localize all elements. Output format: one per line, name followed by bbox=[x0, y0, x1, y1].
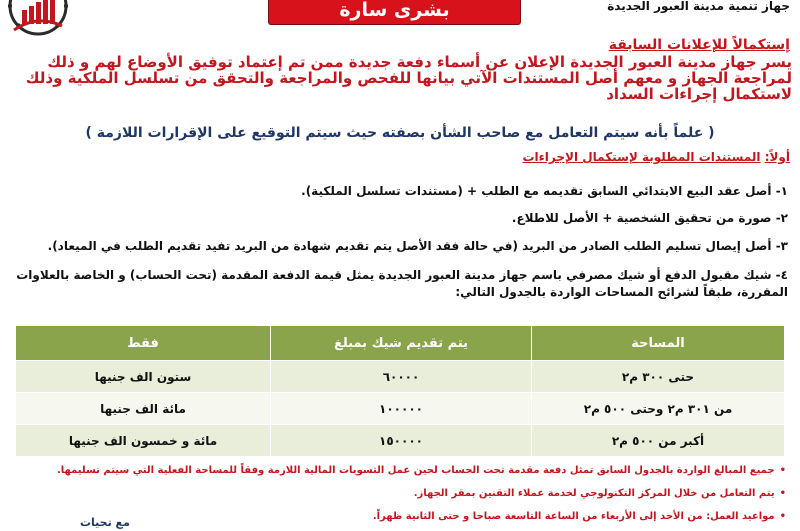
requirement-item: ٣- أصل إيصال تسليم الطلب الصادر من البريد (في حالة فقد الأصل يتم تقديم شهادة من البريد تفيد تقديم الطلب في الميعاد). bbox=[47, 239, 788, 253]
requirement-item: ٢- صورة من تحقيق الشخصية + الأصل للاطلاع. bbox=[511, 211, 788, 225]
note-item: • جميع المبالغ الواردة بالجدول السابق تمثل دفعة مقدمة تحت الحساب لحين عمل التسويات المالية اللازمة وفقاً للمساحة الفعلية التي سيتم تسليمها. bbox=[16, 462, 786, 479]
amount-cell: ١٥٠٠٠٠ bbox=[271, 425, 532, 457]
requirements-prefix: أولاً: bbox=[764, 150, 790, 164]
table-row bbox=[16, 361, 785, 393]
table-row bbox=[16, 425, 785, 457]
area-cell: أكبر من ٥٠٠ م٢ bbox=[532, 425, 785, 457]
continuation-heading: إستكمالاً للإعلانات السابقة bbox=[608, 37, 790, 53]
agency-name: جهاز تنمية مدينة العبور الجديدة bbox=[607, 0, 790, 13]
notes-list bbox=[16, 462, 786, 531]
agency-logo-icon bbox=[0, 0, 76, 38]
table-header-row bbox=[16, 326, 785, 361]
amount-cell: ١٠٠٠٠٠ bbox=[271, 393, 532, 425]
area-cell: من ٣٠١ م٢ وحتى ٥٠٠ م٢ bbox=[532, 393, 785, 425]
amount-words-cell: مائة الف جنيها bbox=[16, 393, 271, 425]
amount-cell: ٦٠٠٠٠ bbox=[271, 361, 532, 393]
amount-words-cell: مائة و خمسون الف جنيها bbox=[16, 425, 271, 457]
note-item: • مواعيد العمل: من الأحد إلى الأربعاء من الساعة التاسعة صباحا و حتى الثانية ظهراً. bbox=[16, 508, 786, 525]
announcement-body: يسر جهاز مدينة العبور الجديدة الإعلان عن أسماء دفعة جديدة ممن تم إعتماد توفيق الأوضاع لهم و ذلك لمراجعة الجهاز و معهم أصل المستندات الآتي بيانها للفحص والمراجعة والتحقق من تسلسل الملكية وذلك لاستكمال إجراءات السداد bbox=[25, 53, 792, 103]
requirement-item: ٤- شيك مقبول الدفع أو شيك مصرفي باسم جهاز مدينة العبور الجديدة يمثل قيمة الدفعة المقدمة (تحت الحساب) و الخاصة بالعلاوات المقررة، طبقاً لشرائح المساحات الواردة بالجدول التالي: bbox=[16, 268, 788, 299]
note-item: • يتم التعامل من خلال المركز التكنولوجي لخدمة عملاء التقنين بمقر الجهاز. bbox=[16, 485, 786, 502]
column-header-area: المساحة bbox=[532, 326, 785, 361]
good-news-banner: بشرى سارة bbox=[268, 0, 521, 25]
signature-note: ( علماً بأنه سيتم التعامل مع صاحب الشأن بصفته حيث سيتم التوقيع على الإقرارات اللازمة ) bbox=[85, 125, 715, 141]
requirements-heading bbox=[522, 150, 790, 164]
column-header-words: فقط bbox=[16, 326, 271, 361]
payment-table bbox=[15, 325, 785, 457]
regards-text: مع تحيات bbox=[80, 516, 130, 529]
requirement-item: ١- أصل عقد البيع الابتدائي السابق تقديمه مع الطلب + (مستندات تسلسل الملكية). bbox=[301, 184, 788, 198]
column-header-amount: يتم تقديم شيك بمبلغ bbox=[271, 326, 532, 361]
amount-words-cell: ستون الف جنيها bbox=[16, 361, 271, 393]
requirements-title: المستندات المطلوبة لإستكمال الإجراءات bbox=[522, 150, 761, 164]
table-row bbox=[16, 393, 785, 425]
area-cell: حتى ٣٠٠ م٢ bbox=[532, 361, 785, 393]
